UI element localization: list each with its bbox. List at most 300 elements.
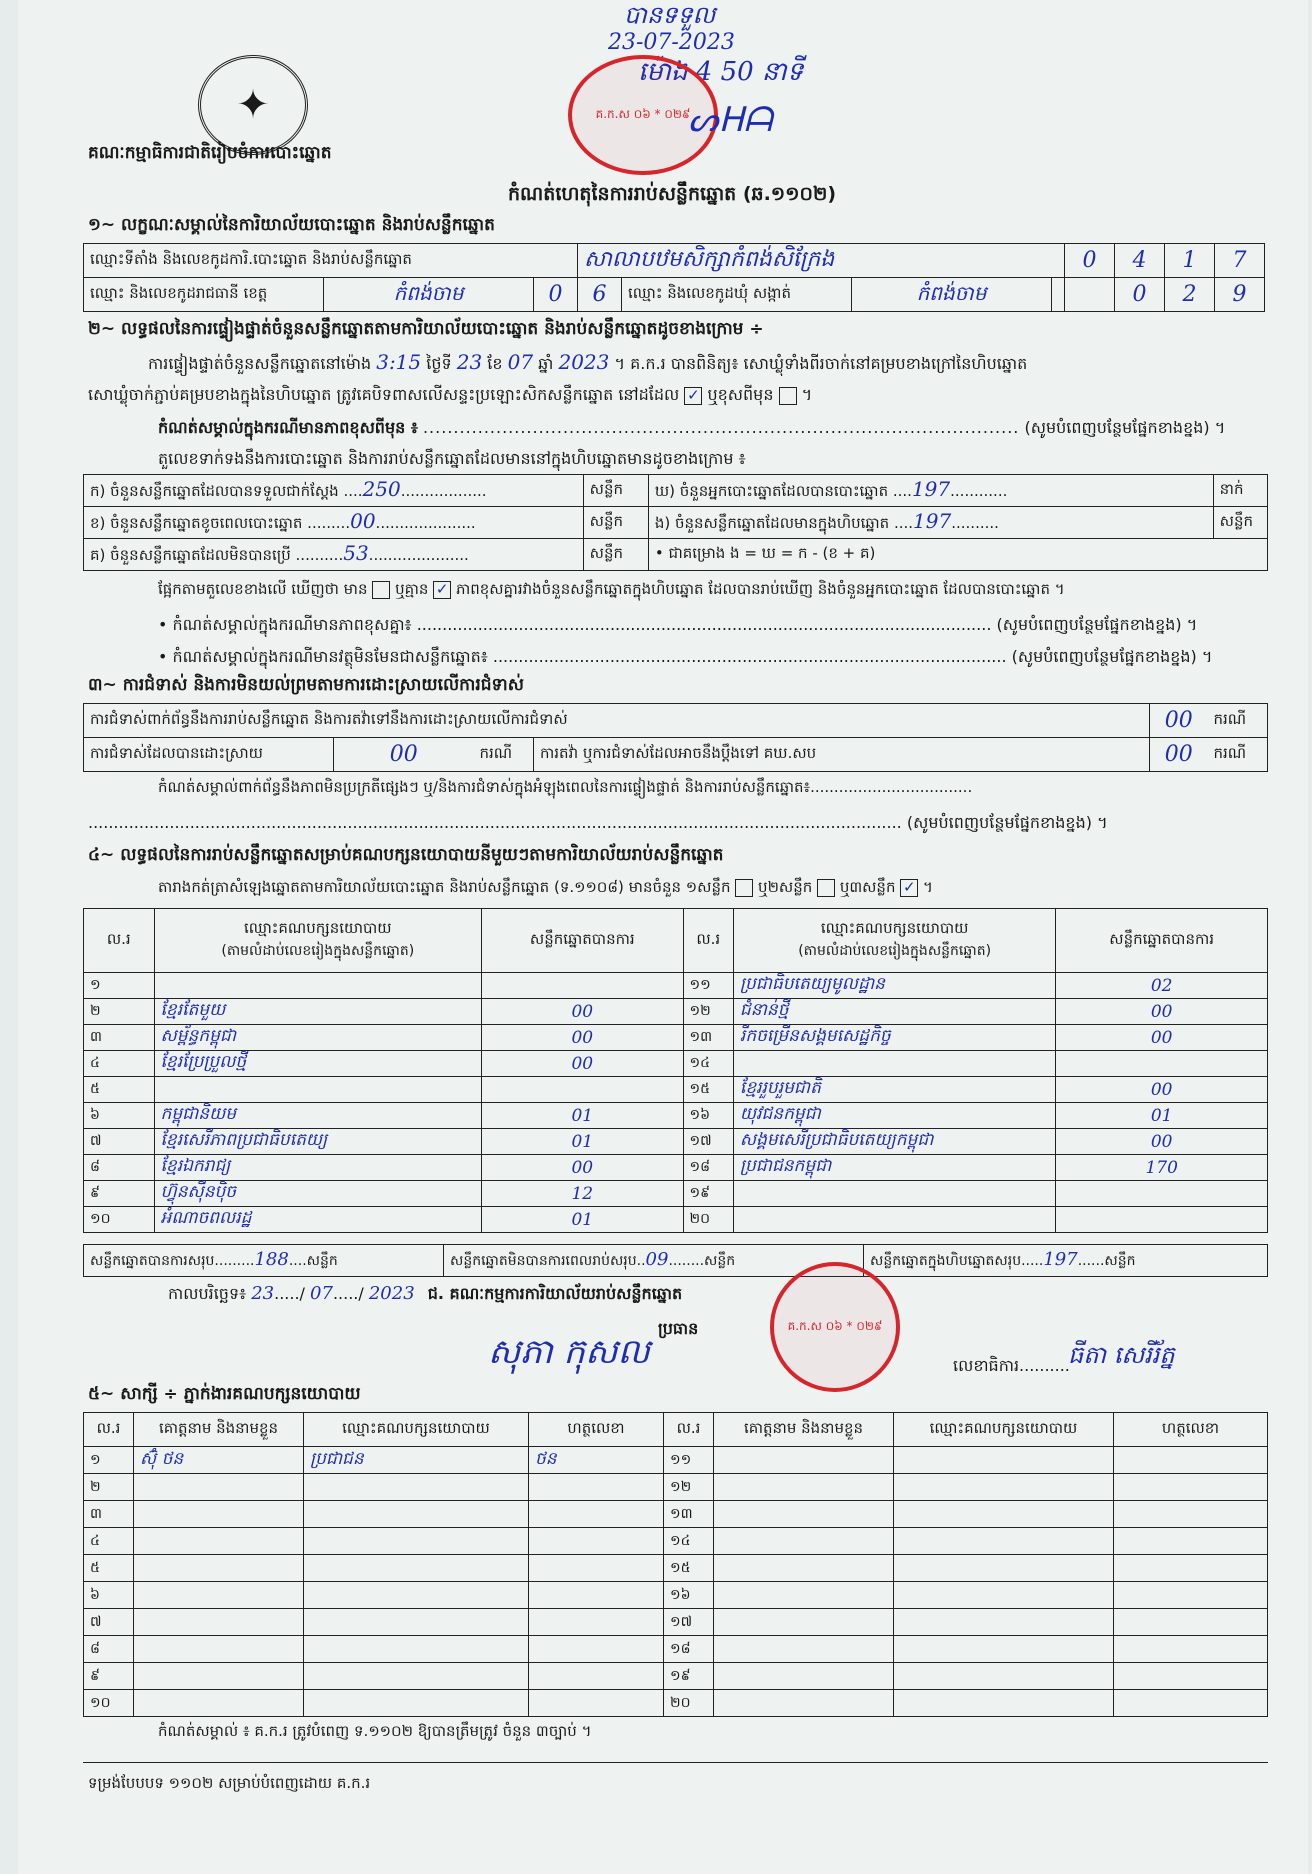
- witness-name[interactable]: [714, 1690, 894, 1717]
- row-number: ២០: [683, 1207, 733, 1233]
- row-number: ៦: [84, 1103, 155, 1129]
- location-code-4: 7: [1215, 244, 1265, 278]
- party-name: សង្គមសេរីប្រជាធិបតេយ្យកម្ពុជា: [733, 1129, 1055, 1155]
- party-name: យុវជនកម្ពុជា: [733, 1103, 1055, 1129]
- witness-name[interactable]: [714, 1663, 894, 1690]
- results-row: [84, 1181, 1268, 1207]
- witness-party[interactable]: [304, 1663, 529, 1690]
- results-body: [84, 973, 1268, 1233]
- col-party: ឈ្មោះគណបក្សនយោបាយ: [243, 919, 392, 937]
- witness-party[interactable]: [894, 1690, 1114, 1717]
- unit-sheet: សន្លឹក: [583, 507, 648, 539]
- appeal-label: ការតវ៉ា ឬការជំទាស់ដែលអាចនឹងប្តឹងទៅ គឃ.សប: [534, 738, 1150, 772]
- received-note: បានទទួល: [624, 1, 716, 29]
- party-name: [733, 1051, 1055, 1077]
- party-name: ខ្មែរប្រែប្រួលថ្មី: [154, 1051, 481, 1077]
- witness-name[interactable]: [134, 1582, 304, 1609]
- col-no: ល.រ: [683, 909, 733, 973]
- bullet1-label: • កំណត់សម្គាល់ក្នុងករណីមានភាពខុសគ្នា៖: [158, 615, 412, 634]
- row-number: ១១: [683, 973, 733, 999]
- commune-name: កំពង់ចាម: [852, 278, 1052, 312]
- witness-row: [84, 1690, 1268, 1717]
- diff-text-a: ផ្អែកតាមតួលេខខាងលើ ឃើញថា មាន: [158, 580, 368, 598]
- vote-count: 00: [482, 1051, 684, 1077]
- province-name: កំពង់ចាម: [324, 278, 534, 312]
- witness-signature[interactable]: [529, 1636, 664, 1663]
- witness-signature[interactable]: [1114, 1501, 1268, 1528]
- row-number: ២: [84, 1474, 134, 1501]
- difference-note-line: កំណត់សម្គាល់ក្នុងករណីមានភាពខុសពីមុន ៖ .................................................................................................. (សូមបំពេញបន្ថែមផ្នែកខាងខ្នង) ។: [158, 418, 1226, 437]
- witness-signature[interactable]: [1114, 1690, 1268, 1717]
- location-code-3: 1: [1165, 244, 1215, 278]
- received-signature: ᔕᕼᗩ: [688, 100, 773, 140]
- spacer-cell: [1065, 278, 1115, 312]
- one-sheet-checkbox[interactable]: [735, 879, 753, 897]
- in-box-label: ង) ចំនួនសន្លឹកឆ្នោតដែលមានក្នុងហិបឆ្នោត: [654, 514, 890, 532]
- col-sign: ហត្ថលេខា: [529, 1413, 664, 1447]
- vote-count: 00: [482, 1155, 684, 1181]
- vote-count: 12: [482, 1181, 684, 1207]
- voters-value: 197: [911, 477, 951, 501]
- province-code-1: 0: [534, 278, 578, 312]
- case-unit: ករណី: [1208, 704, 1268, 738]
- section3-title: ៣~ ការជំទាស់ និងការមិនយល់ព្រមតាមការដោះស្រាយលើការជំទាស់: [88, 675, 524, 695]
- row-number: ១០: [84, 1690, 134, 1717]
- section4-title: ៤~ លទ្ធផលនៃការរាប់សន្លឹកឆ្នោតសម្រាប់គណបក្សនយោបាយនីមួយៗតាមការិយាល័យរាប់សន្លឹកឆ្នោត: [88, 845, 724, 865]
- row-number: ១០: [84, 1207, 155, 1233]
- totals-table: សន្លឹកឆ្នោតបានការសរុប.........188....សន្លឹក សន្លឹកឆ្នោតមិនបានការពេលរាប់សរុប..09........សន្លឹក សន្លឹកឆ្នោតក្នុងហិបឆ្នោតសរុប.....197......សន្លឹក: [83, 1244, 1268, 1277]
- no-difference-checkbox[interactable]: ✓: [433, 581, 451, 599]
- witness-signature[interactable]: [529, 1555, 664, 1582]
- unit-sheet: សន្លឹក: [583, 475, 648, 507]
- witness-party[interactable]: [304, 1501, 529, 1528]
- difference-line: [158, 580, 1065, 602]
- witness-note: កំណត់សម្គាល់ ៖ គ.ក.រ ត្រូវបំពេញ ទ.១១០២ ឱ្យបានត្រឹមត្រូវ ចំនួន ៣ច្បាប់ ។: [158, 1722, 592, 1740]
- row-number: ២: [84, 999, 155, 1025]
- resolved-value: 00: [334, 738, 474, 772]
- vote-count: 00: [1056, 999, 1268, 1025]
- witness-party[interactable]: [894, 1528, 1114, 1555]
- row-number: ៧: [84, 1129, 155, 1155]
- vote-count: 170: [1056, 1155, 1268, 1181]
- secretary-signature: ធីតា សេរីរ័ត្ន: [1068, 1341, 1175, 1369]
- row-number: ៥: [84, 1555, 134, 1582]
- row-number: ១២: [664, 1474, 714, 1501]
- org-name: គណៈកម្មាធិការជាតិរៀបចំការបោះឆ្នោត: [88, 143, 332, 163]
- section2-title: ២~ លទ្ធផលនៃការផ្ទៀងផ្ទាត់ចំនួនសន្លឹកឆ្នោតតាមការិយាល័យបោះឆ្នោត និងរាប់សន្លឹកឆ្នោតដូចខាងក្រោម ÷: [88, 319, 764, 339]
- witness-party[interactable]: [894, 1609, 1114, 1636]
- box-total-value: 197: [1043, 1249, 1078, 1270]
- witness-party[interactable]: [304, 1609, 529, 1636]
- witness-signature[interactable]: [1114, 1555, 1268, 1582]
- party-name: [154, 1077, 481, 1103]
- bullet1-line: • កំណត់សម្គាល់ក្នុងករណីមានភាពខុសគ្នា៖ ................................................................................................................. (សូមបំពេញបន្ថែមផ្នែកខាងខ្នង) ។: [158, 615, 1198, 634]
- row-number: ១៩: [664, 1663, 714, 1690]
- witness-party[interactable]: [304, 1690, 529, 1717]
- party-name: [733, 1181, 1055, 1207]
- row-number: ១៣: [683, 1025, 733, 1051]
- objections-value: 00: [1149, 704, 1207, 738]
- col-party-sub: (តាមលំដាប់លេខរៀងក្នុងសន្លឹកឆ្នោត): [221, 943, 415, 959]
- tally-opt2: ឬ២សន្លឹក: [758, 878, 813, 896]
- witness-party[interactable]: [304, 1582, 529, 1609]
- location-label: ឈ្មោះទីតាំង និងលេខកូដការិ.បោះឆ្នោត និងរាប់សន្លឹកឆ្នោត: [84, 244, 578, 278]
- three-sheet-checkbox[interactable]: ✓: [900, 879, 918, 897]
- party-name: កម្ពុជានិយម: [154, 1103, 481, 1129]
- results-row: [84, 1129, 1268, 1155]
- commune-code-2: 2: [1165, 278, 1215, 312]
- diff-text-c: ភាពខុសគ្នារវាងចំនួនសន្លឹកឆ្នោតក្នុងហិបឆ្នោត ដែលបានរាប់ឃើញ និងចំនួនអ្នកបោះឆ្នោត ដែលបានបោះឆ្នោត ។: [455, 580, 1065, 598]
- row-number: ១៤: [683, 1051, 733, 1077]
- objections-table: [83, 703, 1268, 772]
- irregularity-note-line: កំណត់សម្គាល់ពាក់ព័ន្ធនឹងភាពមិនប្រក្រតីផ្សេងៗ ឬ/និងការជំទាស់ក្នុងអំឡុងពេលនៃការផ្ទៀងផ្ទាត់ និងការរាប់សន្លឹកឆ្នោត៖..................................: [158, 778, 973, 796]
- results-row: [84, 1155, 1268, 1181]
- commune-label: ឈ្មោះ និងលេខកូដឃុំ សង្កាត់: [622, 278, 852, 312]
- witness-party[interactable]: [894, 1501, 1114, 1528]
- received-label: ក) ចំនួនសន្លឹកឆ្នោតដែលបានទទួលជាក់ស្តែង: [90, 482, 339, 500]
- unit-sheet: សន្លឹក: [583, 539, 648, 571]
- witness-name[interactable]: [714, 1528, 894, 1555]
- witness-row: [84, 1555, 1268, 1582]
- location-code-1: 0: [1065, 244, 1115, 278]
- invalid-total-value: 09: [645, 1249, 669, 1270]
- witness-signature[interactable]: [1114, 1609, 1268, 1636]
- tally-sheets-line: តារាងកត់ត្រាសំឡេងឆ្នោតតាមការិយាល័យបោះឆ្នោត និងរាប់សន្លឹកឆ្នោត (ទ.១១០៨) មានចំនួន ១សន្លឹក ឬ២សន្លឹក ឬ៣សន្លឹក ✓ ។: [158, 877, 933, 896]
- appeal-value: 00: [1149, 738, 1207, 772]
- witness-party[interactable]: [304, 1555, 529, 1582]
- witness-name[interactable]: [134, 1555, 304, 1582]
- witness-signature[interactable]: [529, 1474, 664, 1501]
- witness-signature[interactable]: [529, 1528, 664, 1555]
- witness-row: [84, 1609, 1268, 1636]
- row-number: ៣: [84, 1501, 134, 1528]
- changed-text: ឬខុសពីមុន: [707, 385, 774, 404]
- row-number: ២០: [664, 1690, 714, 1717]
- row-number: ៩: [84, 1663, 134, 1690]
- witness-signature[interactable]: [529, 1663, 664, 1690]
- received-value: 250: [362, 477, 401, 501]
- witness-party[interactable]: [894, 1582, 1114, 1609]
- col-no: ល.រ: [84, 1413, 134, 1447]
- party-name: ខ្មែររួបរួមជាតិ: [733, 1077, 1055, 1103]
- witness-row: [84, 1636, 1268, 1663]
- footer-text: ទម្រង់បែបបទ ១១០២ សម្រាប់បំពេញដោយ គ.ក.រ: [88, 1774, 371, 1792]
- province-code-2: 6: [578, 278, 622, 312]
- received-date: 23-07-2023: [608, 30, 735, 55]
- unit-sheet: សន្លឹក: [1213, 507, 1267, 539]
- changed-checkbox[interactable]: [779, 387, 797, 405]
- valid-total-value: 188: [254, 1249, 289, 1270]
- row-number: ៥: [84, 1077, 155, 1103]
- spacer-cell: [1051, 278, 1064, 312]
- verify-text-c: ខែ: [487, 354, 503, 373]
- seal-text: គ.ក.ស ០៦ * ០២៩: [787, 1319, 883, 1333]
- bullet2-label: • កំណត់សម្គាល់ក្នុងករណីមានវត្ថុមិនមែនជាសន្លឹកឆ្នោត៖: [158, 647, 488, 666]
- vote-count: 00: [482, 1025, 684, 1051]
- diff-text-b: ឬគ្មាន: [395, 580, 429, 598]
- witness-signature[interactable]: [529, 1501, 664, 1528]
- witness-name[interactable]: [134, 1501, 304, 1528]
- party-name: ខ្មែរសេរីភាពប្រជាធិបតេយ្យ: [154, 1129, 481, 1155]
- witness-name[interactable]: [134, 1663, 304, 1690]
- witness-signature[interactable]: [1114, 1474, 1268, 1501]
- row-number: ៩: [84, 1181, 155, 1207]
- row-number: ៤: [84, 1051, 155, 1077]
- vote-count: [1056, 1207, 1268, 1233]
- row-number: ១៣: [664, 1501, 714, 1528]
- invalid-total-label: សន្លឹកឆ្នោតមិនបានការពេលរាប់សរុប: [450, 1253, 637, 1269]
- verify-time: 3:15: [376, 350, 422, 374]
- witness-party[interactable]: ប្រជាជន: [304, 1447, 529, 1474]
- witness-row: [84, 1663, 1268, 1690]
- party-name: ខ្មែរឯករាជ្យ: [154, 1155, 481, 1181]
- witness-party[interactable]: [894, 1663, 1114, 1690]
- secretary-label: លេខាធិការ..........: [953, 1356, 1070, 1375]
- witness-name[interactable]: [134, 1528, 304, 1555]
- witness-party[interactable]: [304, 1528, 529, 1555]
- verify-year: 2023: [558, 350, 610, 374]
- party-name: ខ្មែរតែមួយ: [154, 999, 481, 1025]
- date-month: 07: [310, 1283, 333, 1304]
- row-number: ១៦: [664, 1582, 714, 1609]
- witness-name[interactable]: [134, 1690, 304, 1717]
- commune-code-1: 0: [1115, 278, 1165, 312]
- col-no: ល.រ: [664, 1413, 714, 1447]
- received-time: ម៉ោង 4 50 នាទី: [638, 57, 804, 87]
- commune-code-3: 9: [1215, 278, 1265, 312]
- vote-count: 02: [1056, 973, 1268, 999]
- box-total-label: សន្លឹកឆ្នោតក្នុងហិបឆ្នោតសរុប: [870, 1253, 1022, 1269]
- col-party-sub: (តាមលំដាប់លេខរៀងក្នុងសន្លឹកឆ្នោត): [798, 943, 992, 959]
- witness-name[interactable]: [714, 1582, 894, 1609]
- verify-text-d: ឆ្នាំ: [538, 354, 554, 373]
- row-number: ៨: [84, 1155, 155, 1181]
- witness-party[interactable]: [304, 1636, 529, 1663]
- chair-label: ប្រធាន: [658, 1319, 699, 1338]
- party-name: អំណាចពលរដ្ឋ: [154, 1207, 481, 1233]
- valid-total-label: សន្លឹកឆ្នោតបានការសរុប: [90, 1253, 215, 1269]
- witness-row: [84, 1582, 1268, 1609]
- chair-signature: សុភា កុសល: [488, 1332, 650, 1372]
- bullet2-line: • កំណត់សម្គាល់ក្នុងករណីមានវត្ថុមិនមែនជាសន្លឹកឆ្នោត៖ ..................................................................................................... (សូមបំពេញបន្ថែមផ្នែកខាងខ្នង) ។: [158, 647, 1213, 666]
- seal-text: គ.ក.ស ០៦ * ០២៩: [595, 107, 691, 121]
- unit: សន្លឹក: [704, 1253, 736, 1269]
- row-number: ៦: [84, 1582, 134, 1609]
- official-stamp-bottom: [770, 1262, 900, 1392]
- witness-signature[interactable]: [1114, 1582, 1268, 1609]
- resolved-label: ការជំទាស់ដែលបានដោះស្រាយ: [84, 738, 334, 772]
- unit: សន្លឹក: [1104, 1253, 1136, 1269]
- witness-name[interactable]: [134, 1474, 304, 1501]
- witness-row: [84, 1474, 1268, 1501]
- secretary-text: លេខាធិការ: [953, 1356, 1020, 1375]
- date-line: កាលបរិច្ឆេទ៖ 23...../ 07...../ 2023 ជ. គណៈកម្មការការិយាល័យរាប់សន្លឹកឆ្នោត: [168, 1283, 683, 1304]
- row-number: ១៨: [664, 1636, 714, 1663]
- emblem-logo: ✦: [198, 55, 308, 155]
- results-row: [84, 1077, 1268, 1103]
- row-number: ១៦: [683, 1103, 733, 1129]
- witness-name[interactable]: [134, 1609, 304, 1636]
- row-number: ១៥: [683, 1077, 733, 1103]
- witness-party[interactable]: [894, 1474, 1114, 1501]
- results-row: [84, 999, 1268, 1025]
- row-number: ១៩: [683, 1181, 733, 1207]
- witness-party[interactable]: [304, 1474, 529, 1501]
- col-name: គោត្តនាម និងនាមខ្លួន: [134, 1413, 304, 1447]
- bullet1-hint: (សូមបំពេញបន្ថែមផ្នែកខាងខ្នង) ។: [996, 615, 1198, 634]
- verification-line: [148, 350, 1027, 377]
- location-code-2: 4: [1115, 244, 1165, 278]
- difference-note-hint: (សូមបំពេញបន្ថែមផ្នែកខាងខ្នង) ។: [1024, 418, 1226, 437]
- irregularity-hint: (សូមបំពេញបន្ថែមផ្នែកខាងខ្នង) ។: [906, 813, 1108, 832]
- witness-signature[interactable]: [529, 1582, 664, 1609]
- witness-party[interactable]: [894, 1447, 1114, 1474]
- witness-signature[interactable]: [529, 1609, 664, 1636]
- witness-signature[interactable]: [529, 1690, 664, 1717]
- witness-name[interactable]: [714, 1636, 894, 1663]
- witness-signature[interactable]: ថន: [529, 1447, 664, 1474]
- witness-name[interactable]: [714, 1501, 894, 1528]
- two-sheet-checkbox[interactable]: [817, 879, 835, 897]
- witness-signature[interactable]: [1114, 1663, 1268, 1690]
- has-difference-checkbox[interactable]: [372, 581, 390, 599]
- section5-title: ៥~ សាក្សី ÷ ភ្នាក់ងារគណបក្សនយោបាយ: [88, 1384, 361, 1404]
- figures-table: ក) ចំនួនសន្លឹកឆ្នោតដែលបានទទួលជាក់ស្តែង ....250.................. សន្លឹក ឃ) ចំនួនអ្នកបោះឆ្នោតដែលបានបោះឆ្នោត ....197............ នាក់ ខ) ចំនួនសន្លឹកឆ្នោតខូចពេលបោះឆ្នោត .........00..................... សន្លឹក ង) ចំនួនសន្លឹកឆ្នោតដែលមានក្នុងហិបឆ្នោត ....197.......... សន្លឹក គ) ចំនួនសន្លឹកឆ្នោតដែលមិនបានប្រើ ..........53..................... សន្លឹក • ជាគម្រោង ង = ឃ = ក - (ខ + គ): [83, 474, 1268, 571]
- in-box-value: 197: [913, 509, 952, 533]
- row-number: ១: [84, 973, 155, 999]
- vote-count: 00: [482, 999, 684, 1025]
- witness-party[interactable]: [894, 1636, 1114, 1663]
- row-number: ៣: [84, 1025, 155, 1051]
- spoiled-value: 00: [350, 509, 376, 533]
- witness-name[interactable]: [714, 1609, 894, 1636]
- objections-label: ការជំទាស់ពាក់ព័ន្ធនឹងការរាប់សន្លឹកឆ្នោត និងការតវ៉ាទៅនឹងការដោះស្រាយលើការជំទាស់: [84, 704, 1150, 738]
- doc-title: កំណត់ហេតុនៃការរាប់សន្លឹកឆ្នោត (ឆ.១១០២): [508, 183, 837, 205]
- vote-count: [482, 973, 684, 999]
- results-table: [83, 908, 1268, 1233]
- voters-label: ឃ) ចំនួនអ្នកបោះឆ្នោតដែលបានបោះឆ្នោត: [654, 482, 889, 500]
- verify-text-e: ។ គ.ក.រ បានពិនិត្យ៖ សោឃ្លុំទាំងពីរចាក់នៅគម្របខាងក្រៅនៃហិបឆ្នោត: [614, 354, 1028, 373]
- row-number: ១២: [683, 999, 733, 1025]
- witness-name[interactable]: [134, 1636, 304, 1663]
- unit-person: នាក់: [1213, 475, 1267, 507]
- location-value: សាលាបឋមសិក្សាកំពង់សិក្រែង: [578, 244, 1065, 278]
- witness-row: [84, 1528, 1268, 1555]
- col-party: ឈ្មោះគណបក្សនយោបាយ: [894, 1413, 1114, 1447]
- same-checkbox[interactable]: ✓: [684, 387, 702, 405]
- col-party: ឈ្មោះគណបក្សនយោបាយ: [304, 1413, 529, 1447]
- results-row: [84, 1103, 1268, 1129]
- witness-name[interactable]: [714, 1447, 894, 1474]
- irregularity-note: កំណត់សម្គាល់ពាក់ព័ន្ធនឹងភាពមិនប្រក្រតីផ្សេងៗ ឬ/និងការជំទាស់ក្នុងអំឡុងពេលនៃការផ្ទៀងផ្ទាត់ និងការរាប់សន្លឹកឆ្នោត៖: [158, 778, 811, 796]
- lock-line: សោឃ្លុំចាក់ភ្ជាប់គម្របខាងក្នុងនៃហិបឆ្នោត ត្រូវគេបិទពាសលើសន្ទះប្រឡោះសិកសន្លឹកឆ្នោត នៅដដែល ✓ ឬខុសពីមុន ។: [88, 385, 813, 404]
- col-votes: សន្លឹកឆ្នោតបានការ: [482, 909, 684, 973]
- committee-label: ជ. គណៈកម្មការការិយាល័យរាប់សន្លឹកឆ្នោត: [427, 1284, 683, 1303]
- vote-count: [482, 1077, 684, 1103]
- row-number: ១៧: [664, 1609, 714, 1636]
- province-label: ឈ្មោះ និងលេខកូដរាជធានី ខេត្ត: [84, 278, 324, 312]
- party-name: [733, 1207, 1055, 1233]
- unit: សន្លឹក: [306, 1253, 338, 1269]
- row-number: ១៤: [664, 1528, 714, 1555]
- row-number: ១៥: [664, 1555, 714, 1582]
- vote-count: 01: [482, 1103, 684, 1129]
- results-row: [84, 1025, 1268, 1051]
- witness-party[interactable]: [894, 1555, 1114, 1582]
- witness-name[interactable]: ស៊ុំ ថន: [134, 1447, 304, 1474]
- party-name: សម្ព័ន្ធកម្ពុជា: [154, 1025, 481, 1051]
- figures-intro: តួលេខទាក់ទងនឹងការបោះឆ្នោត និងការរាប់សន្លឹកឆ្នោតដែលមាននៅក្នុងហិបឆ្នោតមានដូចខាងក្រោម ៖: [158, 449, 746, 468]
- row-number: ១: [84, 1447, 134, 1474]
- verify-month: 07: [507, 350, 534, 374]
- col-votes: សន្លឹកឆ្នោតបានការ: [1056, 909, 1268, 973]
- lock-text: សោឃ្លុំចាក់ភ្ជាប់គម្របខាងក្នុងនៃហិបឆ្នោត ត្រូវគេបិទពាសលើសន្ទះប្រឡោះសិកសន្លឹកឆ្នោត នៅដដែល: [88, 385, 680, 404]
- party-name: ជំនាន់ថ្មី: [733, 999, 1055, 1025]
- unused-value: 53: [343, 541, 369, 565]
- results-row: [84, 1207, 1268, 1233]
- row-number: ១១: [664, 1447, 714, 1474]
- tally-opt3: ឬ៣សន្លឹក: [839, 878, 896, 896]
- party-name: ហ៊្វុនស៊ីនប៉ិច: [154, 1181, 481, 1207]
- witness-signature[interactable]: [1114, 1528, 1268, 1555]
- verify-day: 23: [456, 350, 483, 374]
- difference-note-label: កំណត់សម្គាល់ក្នុងករណីមានភាពខុសពីមុន ៖: [158, 418, 418, 437]
- party-name: [154, 973, 481, 999]
- witness-table: [83, 1412, 1268, 1717]
- vote-count: 00: [1056, 1077, 1268, 1103]
- verify-text-b: ថ្ងៃទី: [426, 354, 452, 373]
- date-year: 2023: [368, 1283, 415, 1304]
- section1-title: ១~ លក្ខណៈសម្គាល់នៃការិយាល័យបោះឆ្នោត និងរាប់សន្លឹកឆ្នោត: [88, 215, 495, 235]
- col-no: ល.រ: [84, 909, 155, 973]
- vote-count: [1056, 1051, 1268, 1077]
- formula: • ជាគម្រោង ង = ឃ = ក - (ខ + គ): [648, 539, 1267, 571]
- party-name: ប្រជាជនកម្ពុជា: [733, 1155, 1055, 1181]
- col-name: គោត្តនាម និងនាមខ្លួន: [714, 1413, 894, 1447]
- results-row: [84, 1051, 1268, 1077]
- document-sheet: [18, 0, 1308, 1874]
- case-unit: ករណី: [474, 738, 534, 772]
- vote-count: 00: [1056, 1129, 1268, 1155]
- row-number: ៨: [84, 1636, 134, 1663]
- row-number: ៧: [84, 1609, 134, 1636]
- witness-name[interactable]: [714, 1474, 894, 1501]
- col-sign: ហត្ថលេខា: [1114, 1413, 1268, 1447]
- witness-body: [84, 1447, 1268, 1717]
- case-unit: ករណី: [1208, 738, 1268, 772]
- vote-count: 01: [482, 1129, 684, 1155]
- vote-count: 01: [482, 1207, 684, 1233]
- footer-divider: [83, 1762, 1268, 1763]
- witness-signature[interactable]: [1114, 1447, 1268, 1474]
- witness-row: [84, 1447, 1268, 1474]
- date-label: កាលបរិច្ឆេទ៖: [168, 1284, 247, 1303]
- witness-name[interactable]: [714, 1555, 894, 1582]
- row-number: ៤: [84, 1528, 134, 1555]
- vote-count: 00: [1056, 1025, 1268, 1051]
- date-day: 23: [251, 1283, 275, 1304]
- unused-label: គ) ចំនួនសន្លឹកឆ្នោតដែលមិនបានប្រើ: [90, 546, 291, 564]
- col-party: ឈ្មោះគណបក្សនយោបាយ: [820, 919, 969, 937]
- spoiled-label: ខ) ចំនួនសន្លឹកឆ្នោតខូចពេលបោះឆ្នោត: [90, 514, 303, 532]
- witness-signature[interactable]: [1114, 1636, 1268, 1663]
- results-row: [84, 973, 1268, 999]
- verify-text-a: ការផ្ទៀងផ្ទាត់ចំនួនសន្លឹកឆ្នោតនៅម៉ោង: [148, 354, 372, 373]
- irregularity-dots-line: ................................................................................................................................................................ (សូមបំពេញបន្ថែមផ្នែកខាងខ្នង) ។: [88, 813, 1108, 832]
- section1-table: [83, 243, 1265, 312]
- tally-intro: តារាងកត់ត្រាសំឡេងឆ្នោតតាមការិយាល័យបោះឆ្នោត និងរាប់សន្លឹកឆ្នោត (ទ.១១០៨) មានចំនួន ១សន្លឹក: [158, 878, 731, 896]
- party-name: រីកចម្រើនសង្គមសេដ្ឋកិច្ច: [733, 1025, 1055, 1051]
